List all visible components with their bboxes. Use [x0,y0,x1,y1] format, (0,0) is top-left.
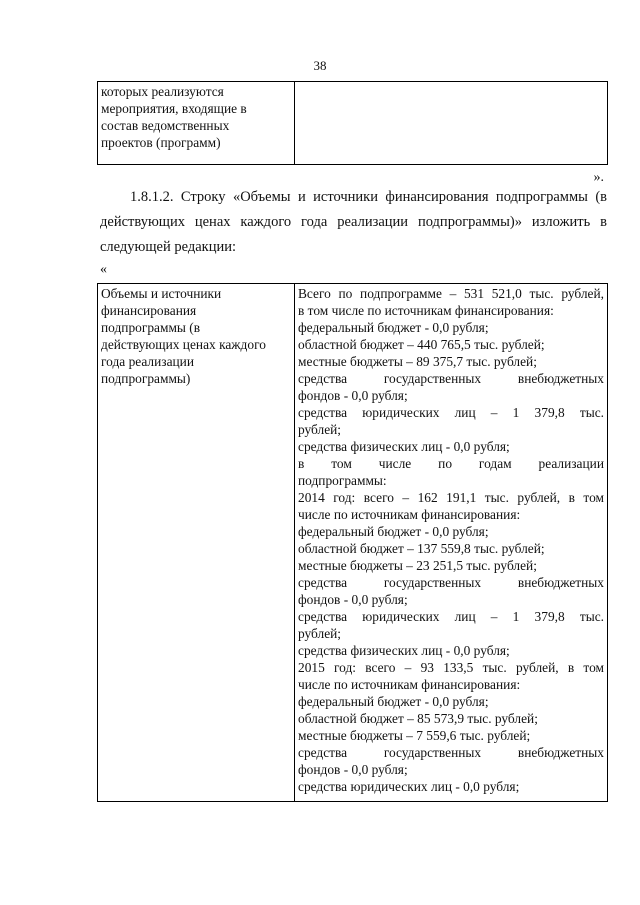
financing-line: федеральный бюджет - 0,0 рубля; [298,320,489,335]
financing-line: областной бюджет – 137 559,8 тыс. рублей; [298,541,545,556]
financing-line: фондов - 0,0 рубля; [298,388,408,403]
financing-line: в том числе по источникам финансирования: [298,303,554,318]
financing-line: федеральный бюджет - 0,0 рубля; [298,524,489,539]
financing-line: рублей; [298,626,342,641]
financing-line: местные бюджеты – 7 559,6 тыс. рублей; [298,728,531,743]
page-number: 38 [313,58,327,73]
top-table [97,81,608,165]
financing-line: Всего по подпрограмме – 531 521,0 тыс. рублей, [298,286,604,301]
financing-line: фондов - 0,0 рубля; [298,592,408,607]
financing-line: средства физических лиц - 0,0 рубля; [298,643,510,658]
financing-line: числе по источникам финансирования: [298,677,521,692]
financing-line: федеральный бюджет - 0,0 рубля; [298,694,489,709]
top-table-right-cell [295,82,608,165]
amendment-paragraph [100,185,607,260]
financing-line: средства юридических лиц – 1 379,8 тыс. [298,609,604,624]
financing-line: областной бюджет – 440 765,5 тыс. рублей; [298,337,545,352]
table-row [98,284,608,802]
top-table-left-cell [98,82,295,165]
financing-line: фондов - 0,0 рубля; [298,762,408,777]
financing-line: рублей; [298,422,342,437]
financing-line: числе по источникам финансирования: [298,507,521,522]
financing-line: средства юридических лиц - 0,0 рубля; [298,779,520,794]
financing-table [97,283,608,802]
financing-values-lines [298,285,604,795]
top-table-left-text: которых реализуются мероприятия, входящие в состав ведомственных проектов (программ) [101,84,247,150]
closing-quote: ». [593,170,604,185]
financing-line: областной бюджет – 85 573,9 тыс. рублей; [298,711,538,726]
financing-line: средства государственных внебюджетных [298,575,604,590]
financing-line: средства юридических лиц – 1 379,8 тыс. [298,405,604,420]
financing-line: подпрограммы: [298,473,387,488]
financing-label-text: Объемы и источники финансирования подпрограммы (в действующих ценах каждого года реализации подпрограммы) [101,286,266,386]
financing-line: средства физических лиц - 0,0 рубля; [298,439,510,454]
financing-line: в том числе по годам реализации [298,456,604,471]
financing-line: средства государственных внебюджетных [298,371,604,386]
table-row [98,82,608,165]
financing-values-cell [295,284,608,802]
financing-line: 2015 год: всего – 93 133,5 тыс. рублей, в том [298,660,604,675]
opening-quote: « [100,262,107,277]
financing-line: местные бюджеты – 23 251,5 тыс. рублей; [298,558,537,573]
amendment-paragraph-text: 1.8.1.2. Строку «Объемы и источники финансирования подпрограммы (в действующих ценах каждого года реализации подпрограммы)» изложить в следующей редакции: [100,189,607,255]
financing-label-cell [98,284,295,802]
financing-line: местные бюджеты – 89 375,7 тыс. рублей; [298,354,537,369]
financing-line: 2014 год: всего – 162 191,1 тыс. рублей, в том [298,490,604,505]
financing-line: средства государственных внебюджетных [298,745,604,760]
